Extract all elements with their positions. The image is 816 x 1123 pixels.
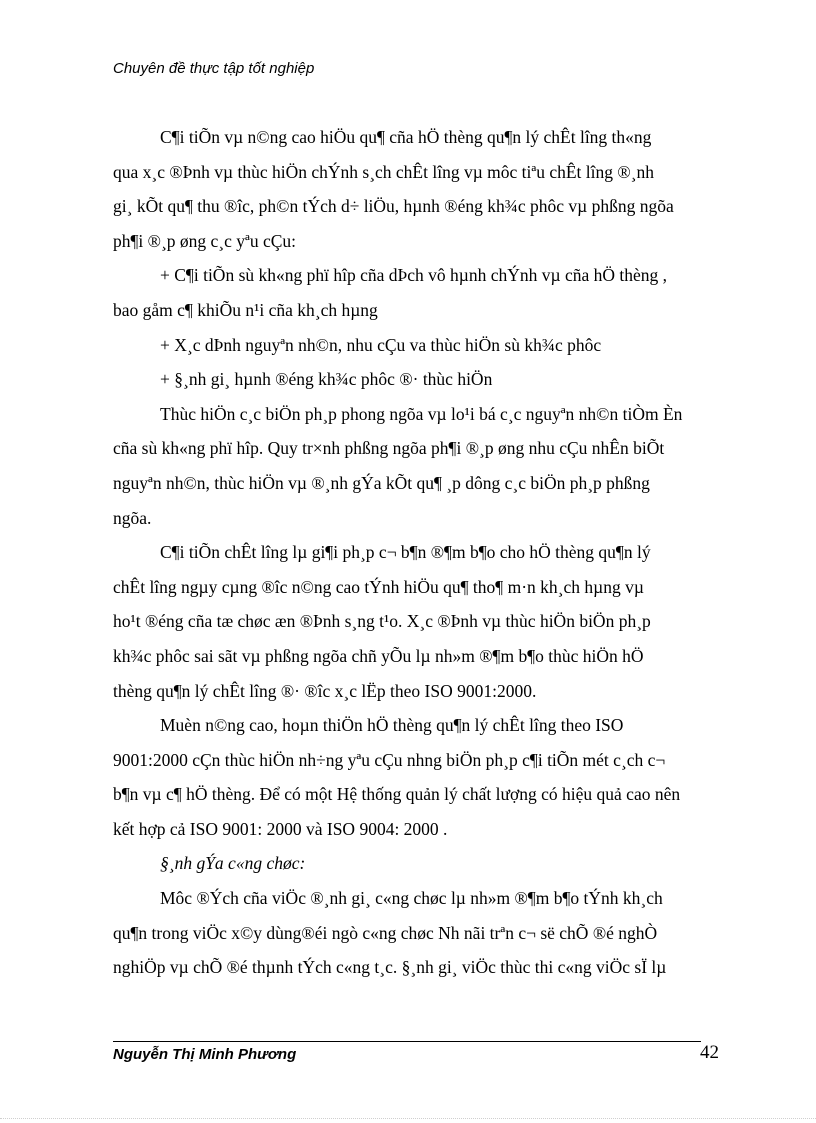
text-line: C¶i tiÕn vµ n©ng cao hiÖu qu¶ cña hÖ thèng qu¶n lý chÊt lîng th«ng — [160, 127, 652, 147]
text-line: gi¸ kÕt qu¶ thu ®îc, ph©n tÝch d÷ liÖu, hµnh ®éng kh¾c phôc vµ phßng ngõa — [113, 196, 674, 217]
text-line: ph¶i ®¸p øng c¸c yªu cÇu: — [113, 230, 297, 251]
footer-author: Nguyễn Thị Minh Phương — [113, 1046, 297, 1063]
text-line: chÊt lîng ngµy cµng ®îc n©ng cao tÝnh hiÖu qu¶ tho¶ m·n kh¸ch hµng vµ — [113, 576, 644, 597]
document-body — [113, 120, 723, 985]
text-line: Thùc hiÖn c¸c biÖn ph¸p phong ngõa vµ lo¹i bá c¸c nguyªn nh©n tiÒm Èn — [160, 403, 683, 424]
section-heading: §¸nh gÝa c«ng chøc: — [160, 853, 306, 874]
text-line: + C¶i tiÕn sù kh«ng phï hîp cña dÞch vô hµnh chÝnh vµ cña hÖ thèng , — [160, 265, 668, 286]
text-line: kh¾c phôc sai sãt vµ phßng ngõa chñ yÕu lµ nh»m ®¶m b¶o thùc hiÖn hÖ — [113, 645, 644, 666]
text-line: b¶n vµ c¶ hÖ thèng. Để có một Hệ thống quản lý chất lượng có hiệu quả cao nên — [113, 784, 681, 805]
text-line: nguyªn nh©n, thùc hiÖn vµ ®¸nh gÝa kÕt qu¶ ¸p dông c¸c biÖn ph¸p phßng — [113, 472, 650, 493]
text-line: 9001:2000 cÇn thùc hiÖn nh÷ng yªu cÇu nhng biÖn ph¸p c¶i tiÕn mét c¸ch c¬ — [113, 749, 666, 770]
text-line: ho¹t ®éng cña tæ chøc æn ®Þnh s¸ng t¹o. X¸c ®Þnh vµ thùc hiÖn biÖn ph¸p — [113, 611, 651, 632]
footer-divider — [113, 1041, 701, 1042]
text-line: Môc ®Ých cña viÖc ®¸nh gi¸ c«ng chøc lµ nh»m ®¶m b¶o tÝnh kh¸ch — [160, 888, 663, 909]
text-line: qua x¸c ®Þnh vµ thùc hiÖn chÝnh s¸ch chÊt lîng vµ môc tiªu chÊt lîng ®¸nh — [113, 161, 655, 182]
text-line: qu¶n trong viÖc x©y dùng®éi ngò c«ng chøc Nh nãi trªn c¬ së chÕ ®é nghÒ — [113, 922, 658, 943]
text-line: kết hợp cả ISO 9001: 2000 và ISO 9004: 2000 . — [113, 818, 448, 839]
text-line: ngõa. — [113, 507, 152, 528]
text-line: nghiÖp vµ chÕ ®é thµnh tÝch c«ng t¸c. §¸nh gi¸ viÖc thùc thi c«ng viÖc sÏ lµ — [113, 957, 667, 978]
text-line: + X¸c dÞnh nguyªn nh©n, nhu cÇu va thùc hiÖn sù kh¾c phôc — [160, 334, 602, 355]
text-line: bao gåm c¶ khiÕu n¹i cña kh¸ch hµng — [113, 299, 378, 320]
text-line: thèng qu¶n lý chÊt lîng ®· ®îc x¸c lËp theo ISO 9001:2000. — [113, 680, 537, 701]
page-number: 42 — [700, 1042, 719, 1063]
page-bottom-border — [0, 1118, 816, 1119]
text-line: C¶i tiÕn chÊt lîng lµ gi¶i ph¸p c¬ b¶n ®¶m b¶o cho hÖ thèng qu¶n lý — [160, 542, 651, 563]
text-line: Muèn n©ng cao, hoµn thiÖn hÖ thèng qu¶n lý chÊt lîng theo ISO — [160, 715, 624, 736]
text-line: + §¸nh gi¸ hµnh ®éng kh¾c phôc ®· thùc hiÖn — [160, 369, 493, 390]
page-header-title: Chuyên đề thực tập tốt nghiệp — [113, 60, 315, 77]
text-line: cña sù kh«ng phï hîp. Quy tr×nh phßng ngõa ph¶i ®¸p øng nhu cÇu nhÊn biÕt — [113, 438, 665, 459]
